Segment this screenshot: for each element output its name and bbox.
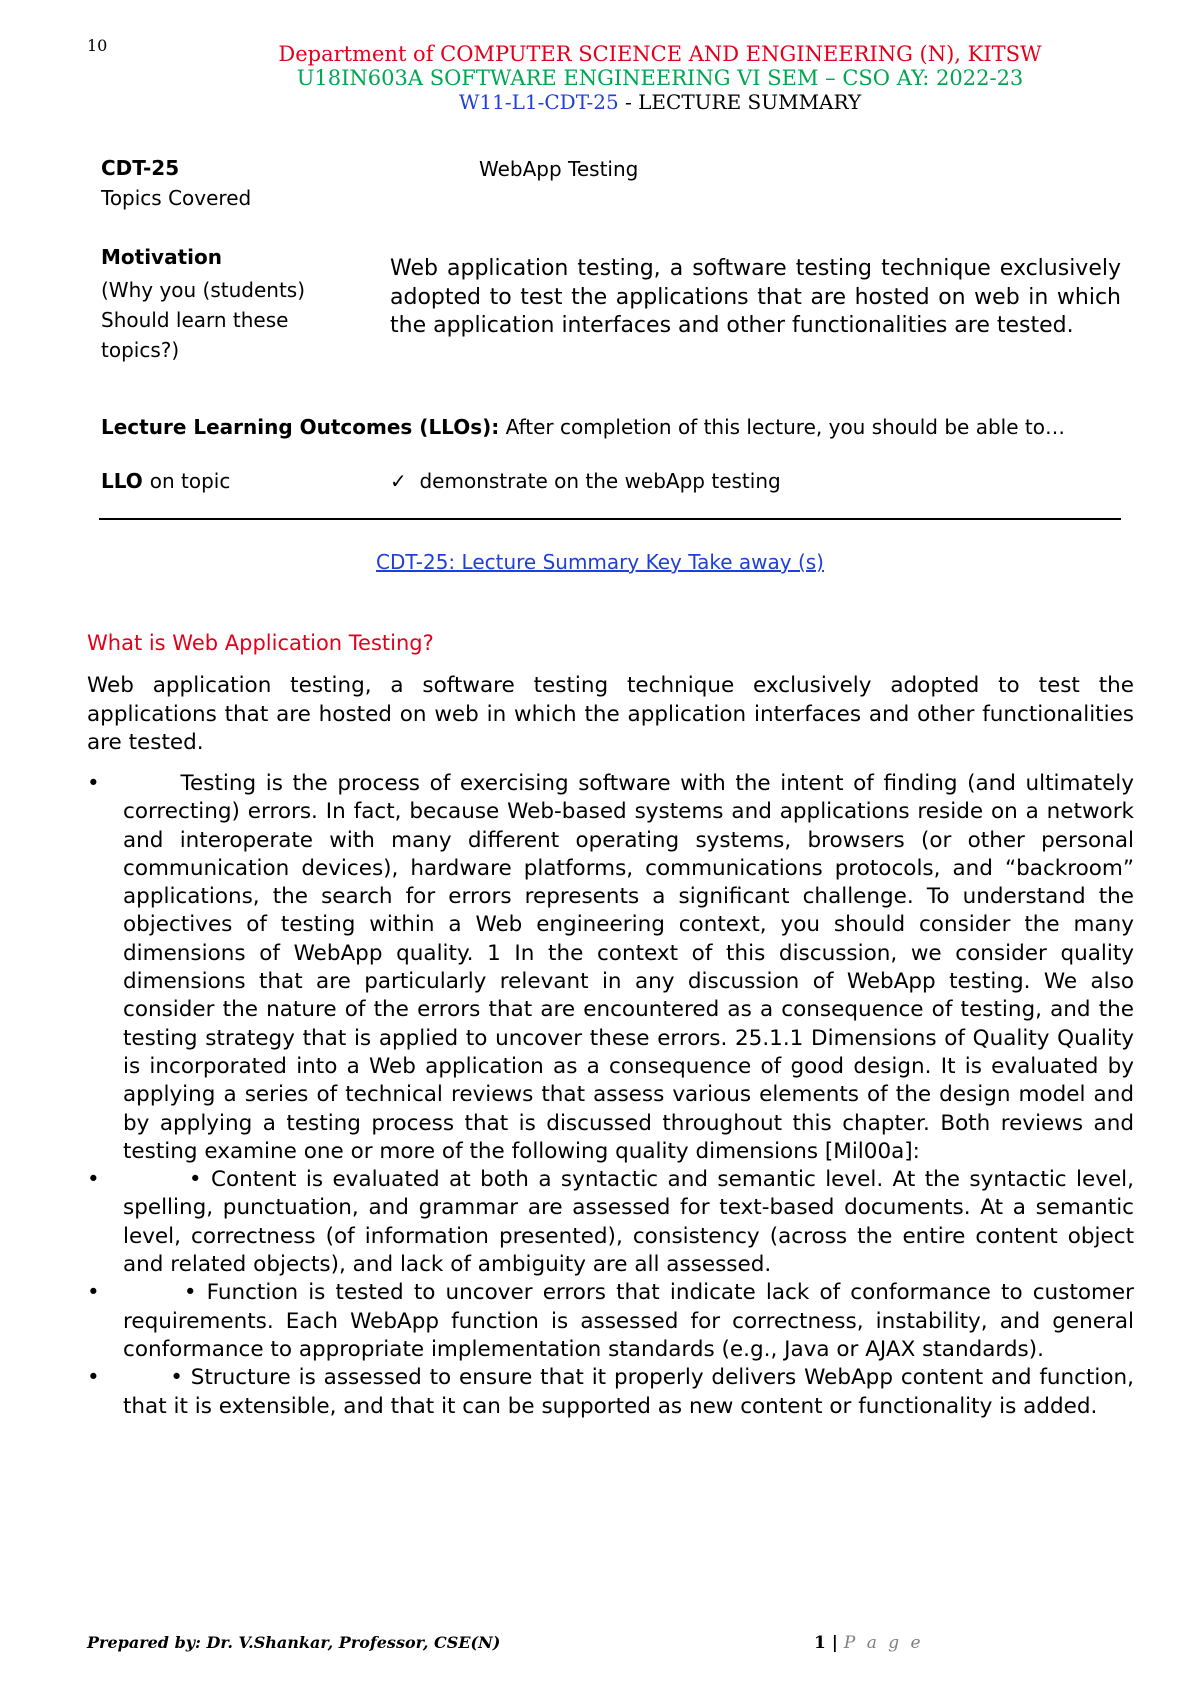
list-item <box>87 1279 1141 1364</box>
section-title: What is Web Application Testing? <box>87 631 434 655</box>
lecture-header-rest: - LECTURE SUMMARY <box>618 90 862 114</box>
llo-value-text: demonstrate on the webApp testing <box>419 469 781 493</box>
list-item-text: Testing is the process of exercising software with the intent of finding (and ultimately correcting) errors. In fact, because Web-based systems and applications reside on a network and interoperate with many different operating systems, browsers (or other personal communication devices), hardware platforms, communications protocols, and “backroom” applications, the search for errors represents a significant challenge. To understand the objectives of testing within a Web engineering context, you should consider the many dimensions of WebApp quality. 1 In the context of this discussion, we consider quality dimensions that are particularly relevant in any discussion of WebApp testing. We also consider the nature of the errors that are encountered as a consequence of testing, and the testing strategy that is applied to uncover these errors. 25.1.1 Dimensions of Quality Quality is incorporated into a Web application as a consequence of good design. It is evaluated by applying a series of technical reviews that assess various elements of the design model and by applying a testing process that is discussed throughout this chapter. Both reviews and testing examine one or more of the following quality dimensions [Mil00a]: <box>123 771 1141 1164</box>
lecture-header <box>60 90 1200 114</box>
list-item <box>87 1166 1141 1279</box>
list-item-text: • Content is evaluated at both a syntactic and semantic level. At the syntactic level, spelling, punctuation, and grammar are assessed for text-based documents. At a semantic level, correctness (of information presented), consistency (across the entire content object and related objects), and lack of ambiguity are all assessed. <box>123 1167 1141 1278</box>
bullet-icon: • <box>87 1365 100 1391</box>
bullet-icon: • <box>87 1167 100 1193</box>
footer-page-separator: | <box>825 1633 844 1653</box>
llo-label-rest: on topic <box>149 469 231 493</box>
footer-page-word: P a g e <box>843 1633 924 1653</box>
key-takeaway-link: CDT-25: Lecture Summary Key Take away (s) <box>376 550 824 574</box>
divider <box>99 518 1121 520</box>
footer-page <box>814 1633 924 1653</box>
motivation-sub: (Why you (students) Should learn these topics?) <box>101 278 306 362</box>
motivation-value: Web application testing, a software testing technique exclusively adopted to test the applications that are hosted on web in which the application interfaces and other functionalities are tested. <box>390 256 1121 338</box>
llo-label-strong: LLO <box>101 469 150 493</box>
cdt-label: CDT-25 <box>101 156 180 180</box>
llo-heading: Lecture Learning Outcomes (LLOs): <box>101 415 500 439</box>
intro-paragraph: Web application testing, a software testing technique exclusively adopted to test the applications that are hosted on web in which the application interfaces and other functionalities are tested. <box>87 673 1134 755</box>
llo-value <box>390 469 781 493</box>
lecture-code: W11-L1-CDT-25 <box>458 90 619 114</box>
footer-prepared-by: Prepared by: Dr. V.Shankar, Professor, CSE(N) <box>87 1633 501 1652</box>
llo-label <box>101 469 230 493</box>
list-item-text: • Structure is assessed to ensure that it properly delivers WebApp content and function, that it is extensible, and that it can be supported as new content or functionality is added. <box>123 1365 1141 1419</box>
topics-label: Topics Covered <box>101 186 252 210</box>
check-icon: ✓ <box>390 469 407 493</box>
bullet-icon: • <box>87 1280 100 1306</box>
bullet-icon: • <box>87 771 100 796</box>
page-number-top: 10 <box>87 36 108 55</box>
course-header: U18IN603A SOFTWARE ENGINEERING VI SEM – CSO AY: 2022-23 <box>296 66 1024 90</box>
topics-value: WebApp Testing <box>479 157 639 181</box>
llo-intro-text: After completion of this lecture, you should be able to… <box>499 415 1065 439</box>
footer-page-number: 1 <box>814 1633 826 1653</box>
list-item <box>87 770 1141 1166</box>
bullet-list <box>87 770 1141 1421</box>
list-item-text: • Function is tested to uncover errors that indicate lack of conformance to customer requirements. Each WebApp function is assessed for correctness, instability, and general conformance to appropriate implementation standards (e.g., Java or AJAX standards). <box>123 1280 1141 1362</box>
key-takeaway-title <box>0 550 1200 574</box>
list-item <box>87 1364 1141 1421</box>
motivation-label: Motivation <box>101 245 222 269</box>
department-header: Department of COMPUTER SCIENCE AND ENGINEERING (N), KITSW <box>278 42 1042 66</box>
llo-intro <box>101 413 1121 441</box>
